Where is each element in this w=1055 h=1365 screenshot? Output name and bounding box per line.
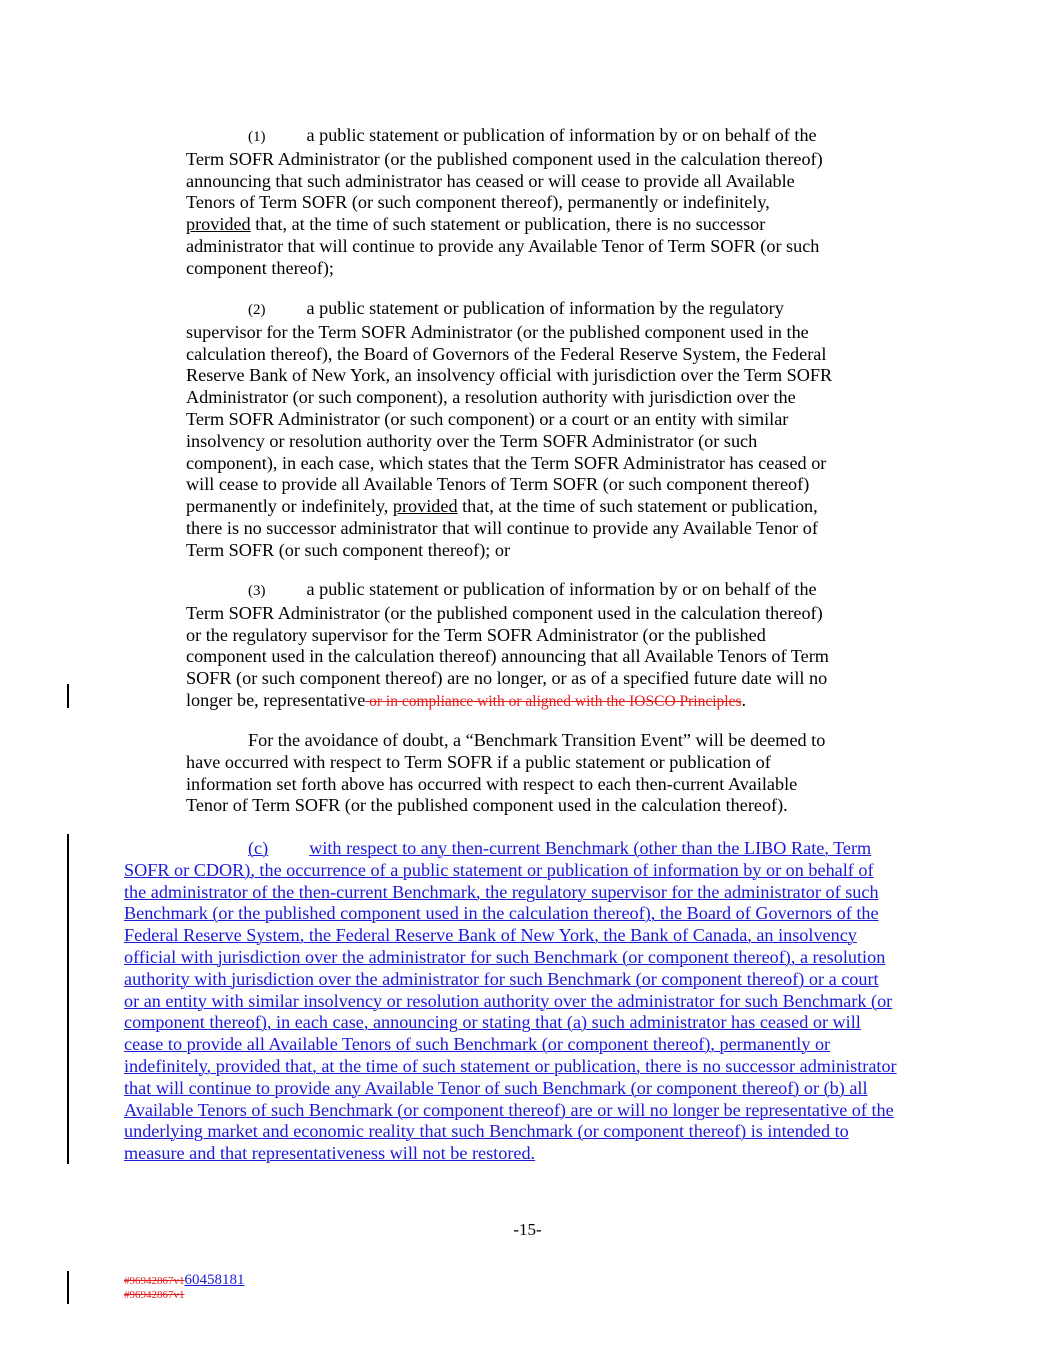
deleted-doc-id: #96942867v1 <box>124 1289 185 1301</box>
clause-2: (2) a public statement or publication of information by the regulatory supervisor for the Term SOFR Administrator (or the published component used in the calculation thereof), the Board of Governors of the Federal Reserve System, the Federal Reserve Bank of New York, an insolvency official with jurisdiction over the Term SOFR Administrator (or such component), a resolution authority with jurisdiction over the Term SOFR Administrator (or such component) or a court or an entity with similar insolvency or resolution authority over the Term SOFR Administrator (or such component), in each case, which states that the Term SOFR Administrator has ceased or will cease to provide all Available Tenors of Term SOFR (or such component thereof) permanently or indefinitely, provided that, at the time of such statement or publication, there is no successor administrator that will continue to provide any Available Tenor of Term SOFR (or such component thereof); or <box>186 298 833 560</box>
clause-number: (3) <box>248 583 266 599</box>
provided-term: provided <box>186 214 251 235</box>
inserted-doc-id: 60458181 <box>184 1272 245 1288</box>
clause-number: (2) <box>248 302 266 318</box>
inserted-clause-c: (c) with respect to any then-current Benchmark (other than the LIBO Rate, Term SOFR or CDOR), the occurrence of a public statement or publication of information by or on behalf of the administrator of the then-current Benchmark, the regulatory supervisor for the administrator of such Benchmark (or the published component used in the calculation thereof), the Board of Governors of the Federal Reserve System, the Federal Reserve Bank of New York, the Bank of Canada, an insolvency official with jurisdiction over the administrator for such Benchmark (or component thereof), a resolution authority with jurisdiction over the administrator for such Benchmark (or component thereof) or a court or an entity with similar insolvency or resolution authority over the administrator for such Benchmark (or component thereof), in each case, announcing or stating that (a) such administrator has ceased or will cease to provide all Available Tenors of such Benchmark (or component thereof), permanently or indefinitely, provided that, at the time of such statement or publication, there is no successor administrator that will continue to provide any Available Tenor of such Benchmark (or component thereof) or (b) all Available Tenors of such Benchmark (or component thereof) are or will no longer be representative of the underlying market and economic reality that such Benchmark (or component thereof) is intended to measure and that representativeness will not be restored. <box>124 838 897 1164</box>
page-number: -15- <box>513 1220 542 1239</box>
clause-number: (1) <box>248 129 266 145</box>
clause-number: (c) <box>248 838 269 858</box>
footer-doc-id <box>124 1273 245 1302</box>
clause-1: (1) a public statement or publication of information by or on behalf of the Term SOFR Administrator (or the published component used in the calculation thereof) announcing that such administrator has ceased or will cease to provide all Available Tenors of Term SOFR (or such component thereof), permanently or indefinitely, provided that, at the time of such statement or publication, there is no successor administrator that will continue to provide any Available Tenor of Term SOFR (or such component thereof); <box>186 125 823 278</box>
provided-term: provided <box>392 496 458 517</box>
deleted-doc-id: #96942867v1 <box>124 1275 185 1287</box>
deleted-text: or in compliance with or aligned with the IOSCO Principles <box>365 692 742 710</box>
clause-3: (3) a public statement or publication of information by or on behalf of the Term SOFR Administrator (or the published component used in the calculation thereof) or the regulatory supervisor for the Term SOFR Administrator (or the published component used in the calculation thereof) announcing that all Available Tenors of Term SOFR (or such component thereof) are no longer, or as of a specified future date will no longer be, representative or in compliance with or aligned with the IOSCO Principles. <box>186 579 829 710</box>
avoidance-paragraph: For the avoidance of doubt, a “Benchmark Transition Event” will be deemed to have occurred with respect to Term SOFR if a public statement or publication of information set forth above has occurred with respect to each then-current Available Tenor of Term SOFR (or the published component used in the calculation thereof). <box>186 730 826 816</box>
change-bar <box>67 684 69 708</box>
change-bar <box>67 1271 69 1304</box>
change-bar <box>67 834 69 1164</box>
